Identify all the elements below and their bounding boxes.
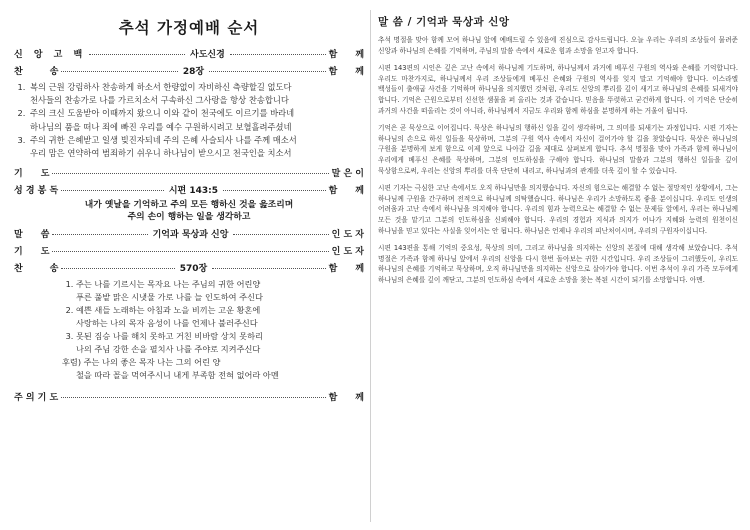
refrain-line: 후렴) 주는 나의 좋은 목자 나는 그의 어린 양 <box>62 357 221 368</box>
column-divider <box>370 10 371 522</box>
sermon-paragraph: 시편 143편의 시인은 깊은 고난 속에서 하나님께 기도하며, 하나님께서 과거에 베푸신 구원의 역사와 은혜를 기억합니다. 우리도 마찬가지로, 하나님께서 우리 조상들에게 베푸신 은혜와 구원의 역사를 잊지 말고 기억해야 합니다. 이스라엘 백성들이 출애굽 사건을 기억하며 하나님을 의지했던 것처럼, 우리도 신앙의 뿌리를 깊이 새기고 하나님의 은혜를 되새겨야 합니다. 기억은 근원으로부터 신선한 샘물을 퍼 올리는 것과 같습니다. 믿음을 뚜렷하고 굳건하게 합니다. 이 기억은 단순히 과거의 사건을 떠올리는 것이 아니라, 하나님께서 지금도 우리와 함께 하심을 분명하게 하는 거울이 됩니다. <box>378 64 738 115</box>
row-leader: 함 께 <box>328 50 365 60</box>
row-label: 기 도 <box>14 247 50 258</box>
order-row-creed <box>14 47 364 60</box>
dot-leader <box>61 71 178 72</box>
row-content: 기억과 묵상과 신앙 <box>152 230 229 241</box>
lyric-line: 나의 주님 강한 손을 펼치사 나를 주야로 지켜주신다 <box>76 344 261 355</box>
lyric-line: 사랑하는 나의 목자 음성이 나를 언제나 불러주신다 <box>76 318 258 329</box>
hymn-verse <box>76 278 364 304</box>
row-content: 28장 <box>182 67 205 77</box>
dot-leader <box>52 234 147 235</box>
document-title: 추석 가정예배 순서 <box>118 19 260 37</box>
lyric-line: 하나님의 품을 떠나 죄에 빠진 우리를 예수 구원하시려고 보혈흘려주셨네 <box>30 121 292 132</box>
row-content: 570장 <box>179 264 208 275</box>
hymn-570-lyrics <box>14 278 364 356</box>
dot-leader <box>212 268 325 269</box>
row-label: 말 씀 <box>14 230 50 241</box>
row-content: 사도신경 <box>190 50 225 60</box>
row-label: 주 의 기 도 <box>14 393 59 404</box>
dot-leader <box>52 251 328 252</box>
hymn-verse <box>76 330 364 356</box>
hymn-verse <box>76 304 364 330</box>
row-label: 찬 송 <box>14 264 59 275</box>
lyric-line: 3. 못된 짐승 나를 해치 못하고 거친 비바람 상치 못하리 <box>76 331 263 342</box>
row-label: 기 도 <box>14 169 50 180</box>
row-label: 찬 송 <box>14 67 59 77</box>
row-leader: 함 께 <box>328 393 364 404</box>
row-leader: 말 은 이 <box>331 169 364 180</box>
lyric-line: 푸른 풀밭 맑은 시냇물 가로 나를 늘 인도하여 주신다 <box>76 292 263 303</box>
dot-leader <box>89 54 185 55</box>
row-leader: 함 께 <box>328 67 364 77</box>
order-row-hymn-28 <box>14 64 364 77</box>
sermon-paragraph: 시편 기자는 극심한 고난 속에서도 오직 하나님만을 의지했습니다. 자신의 힘으로는 해결할 수 없는 절망적인 상황에서, 그는 하나님께 구원을 간구하며 전적으로 하나님께 의탁했습니다. 하나님은 우리가 소망하도록 좋을 분이십니다. 우리도 인생의 어려움과 고난 속에서 하나님을 의지해야 합니다. 우리의 힘과 능력으로는 해결할 수 없는 문제들 앞에서, 우리는 하나님께 모든 것을 맡기고 그분의 인도하심을 신뢰해야 합니다. 우리의 경험과 지식과 의지가 어나가 지혜와 능력의 원천이신 하나님을 믿고 있다는 사실을 잊어서는 안 됩니다. 하나님은 언제나 우리의 피난처이시며, 우리의 구원자이십니다. <box>378 184 738 235</box>
row-label: 신 앙 고 백 <box>14 50 87 60</box>
dot-leader <box>223 190 326 191</box>
verse-line: 주의 손이 행하는 일을 생각하고 <box>127 212 251 223</box>
row-leader: 인 도 자 <box>331 247 364 258</box>
order-row-lords-prayer <box>14 390 364 403</box>
lyric-line: 1. 주는 나를 기르시는 목자요 나는 주님의 귀한 어린양 <box>76 279 261 290</box>
order-row-hymn-570 <box>14 261 364 274</box>
lyric-line: 2. 주의 크신 도움받아 이때까지 왔으니 이와 같이 천국에도 이르기를 바라네 <box>30 108 295 119</box>
dot-leader <box>52 173 328 174</box>
hymn-verse <box>28 107 364 133</box>
row-content: 시편 143:5 <box>168 186 218 197</box>
dot-leader <box>233 234 328 235</box>
lyric-line: 3. 주의 귀한 은혜받고 일생 빚진자되네 주의 은혜 사슬되사 나를 주께 매소서 <box>30 134 297 145</box>
sermon-paragraph: 시편 143편을 통해 기억의 중요성, 묵상의 의미, 그리고 하나님을 의지하는 신앙의 본질에 대해 생각해 보았습니다. 추석 명절은 가족과 함께 하나님 앞에서 우리의 신앙을 다시 한번 돌아보는 귀한 시간입니다. 우리 조상들이 그러했듯이, 우리도 하나님의 은혜를 기억하고 묵상하며, 오직 하나님만을 의지하는 신앙으로 살아가야 합니다. 이번 추석이 우리 가족 모두에게 하나님의 은혜를 깊이 깨닫고, 그분의 인도하심 속에서 새로운 소망을 찾는 복된 시간이 되기를 소망합니다. 아멘. <box>378 244 738 284</box>
dot-leader <box>61 268 174 269</box>
order-row-prayer <box>14 166 364 179</box>
sermon-title: 말 씀 / 기억과 묵상과 신앙 <box>378 16 510 28</box>
row-leader: 인 도 자 <box>331 230 365 241</box>
row-label: 성 경 봉 독 <box>14 186 59 197</box>
verse-line: 내가 옛날을 기억하고 주의 모든 행하신 것을 읊조리며 <box>84 200 294 211</box>
order-row-prayer-2 <box>14 244 364 257</box>
hymn-verse <box>28 81 364 107</box>
dot-leader <box>61 190 164 191</box>
sermon-column <box>378 14 738 292</box>
row-leader: 함 께 <box>328 264 365 275</box>
dot-leader <box>209 71 326 72</box>
lyric-line: 1. 복의 근원 강림하사 찬송하게 하소서 한량없이 자비하신 측량할길 없도다 <box>30 82 292 92</box>
order-of-worship <box>14 16 364 403</box>
dot-leader <box>230 54 326 55</box>
order-row-sermon <box>14 227 364 240</box>
dot-leader <box>61 397 325 398</box>
hymn-verse <box>28 134 364 160</box>
refrain-line: 철을 따라 꼴을 먹여주시니 내게 부족함 전혀 없어라 아멘 <box>76 370 279 381</box>
lyric-line: 천사들의 찬송가로 나를 가르치소서 구속하신 그사랑을 항상 찬송합니다 <box>30 95 289 106</box>
lyric-line: 2. 예쁜 새들 노래하는 아침과 노을 비끼는 고운 황혼에 <box>76 305 261 316</box>
sermon-paragraph: 추석 명절을 맞아 함께 모여 하나님 앞에 예배드릴 수 있음에 진심으로 감사드립니다. 오늘 우리는 우리의 조상들이 물려준 신앙과 하나님의 은혜를 기억하며, 주님의 말씀 속에서 새로운 힘과 소망을 얻고자 합니다. <box>378 36 738 55</box>
row-leader: 함 께 <box>328 186 364 197</box>
hymn-refrain <box>14 356 364 382</box>
sermon-paragraph: 기억은 곧 묵상으로 이어집니다. 묵상은 하나님의 행하신 일을 깊이 생각하며, 그 의미를 되새기는 과정입니다. 시편 기자는 하나님의 손으로 하신 일들을 묵상하며, 그분의 구원 역사 속에서 자신이 걸어가야 할 길을 찾았습니다. 묵상은 하나님의 구원을 분명하게 보게 함으로 이제 앞으로 나아갈 길을 제대로 살펴보게 합니다. 추석 명절을 맞아 가족과 함께 하나님이 우리에게 베푸신 은혜를 묵상하며, 그분의 인도하심을 구해야 합니다. 하나님의 말씀과 그분의 행하신 일들을 깊이 묵상함으로써, 우리는 신앙의 뿌리를 더욱 단단히 내리고, 하나님과의 관계를 더욱 깊이 할 수 있습니다. <box>378 124 738 175</box>
hymn-28-lyrics <box>14 81 364 160</box>
lyric-line: 우리 맘은 연약하여 범죄하기 쉬우니 하나님이 받으시고 천국인을 치소서 <box>30 148 292 159</box>
scripture-verse <box>14 199 364 223</box>
order-row-scripture <box>14 183 364 196</box>
